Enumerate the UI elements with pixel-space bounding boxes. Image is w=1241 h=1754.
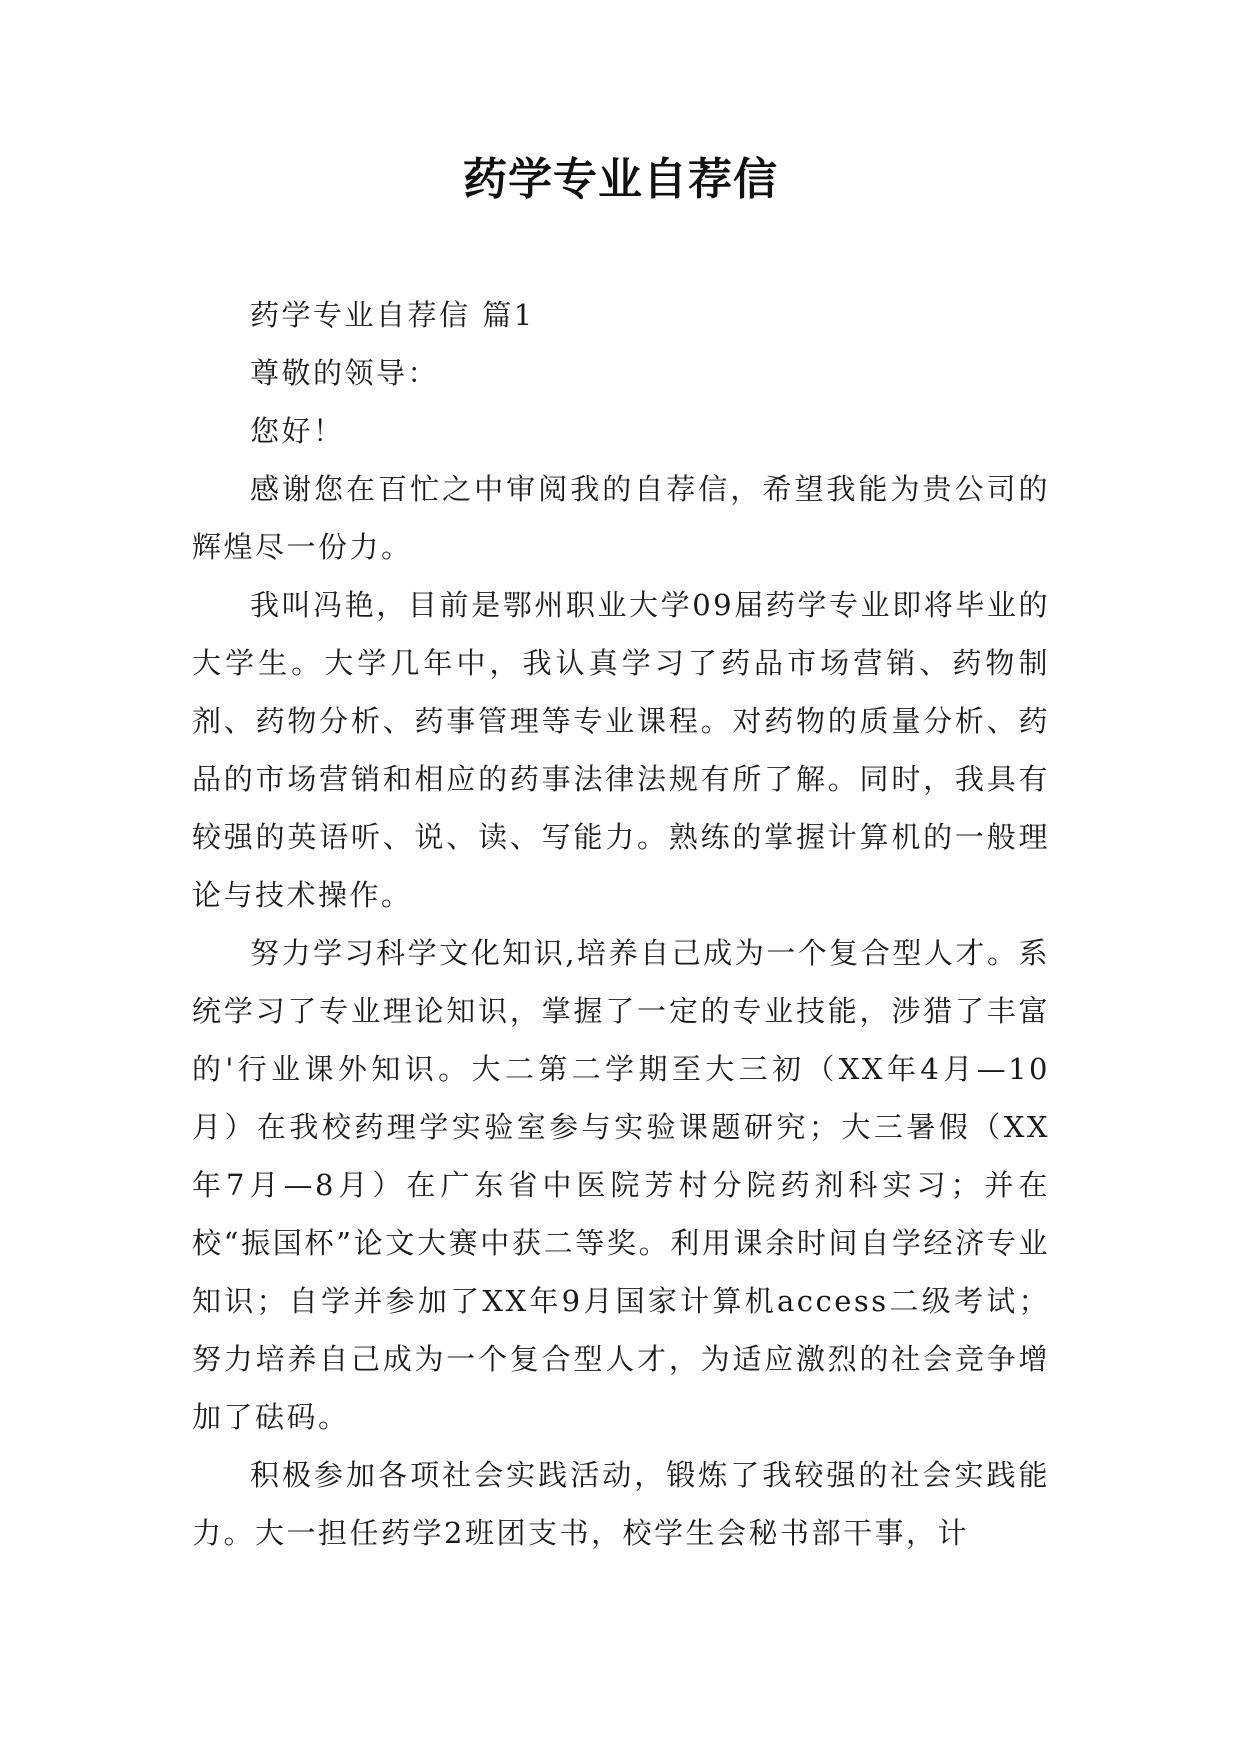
section-heading: 药学专业自荐信 篇1: [250, 298, 535, 332]
body-paragraph-introduction: 我叫冯艳，目前是鄂州职业大学09届药学专业即将毕业的大学生。大学几年中，我认真学习了药品市场营销、药物制剂、药物分析、药事管理等专业课程。对药物的质量分析、药品的市场营销和相应的药事法律法规有所了解。同时，我具有较强的英语听、说、读、写能力。熟练的掌握计算机的一般理论与技术操作。: [192, 588, 1050, 912]
body-paragraph-thanks: 感谢您在百忙之中审阅我的自荐信，希望我能为贵公司的辉煌尽一份力。: [192, 472, 1050, 564]
body-paragraph-study: 努力学习科学文化知识,培养自己成为一个复合型人才。系统学习了专业理论知识，掌握了一定的专业技能，涉猎了丰富的'行业课外知识。大二第二学期至大三初（XX年4月—10月）在我校药理学实验室参与实验课题研究；大三暑假（XX年7月—8月）在广东省中医院芳村分院药剂科实习；并在校“振国杯”论文大赛中获二等奖。利用课余时间自学经济专业知识；自学并参加了XX年9月国家计算机access二级考试；努力培养自己成为一个复合型人才，为适应激烈的社会竞争增加了砝码。: [192, 936, 1050, 1434]
salutation: 尊敬的领导：: [250, 356, 440, 390]
document-body: [192, 286, 1050, 1562]
document-title: 药学专业自荐信: [463, 154, 778, 205]
greeting: 您好！: [250, 414, 345, 448]
body-paragraph-practice: 积极参加各项社会实践活动，锻炼了我较强的社会实践能力。大一担任药学2班团支书，校学生会秘书部干事，计: [192, 1458, 1050, 1550]
